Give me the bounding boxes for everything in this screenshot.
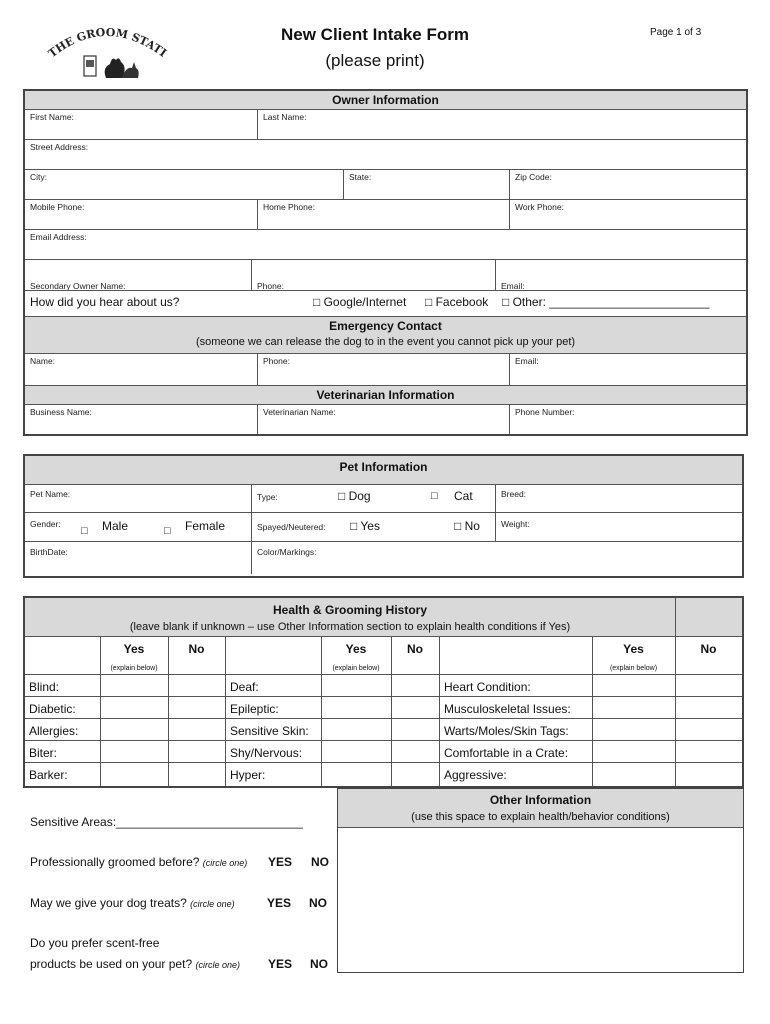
groomed-question [30,855,247,869]
barker-label: Barker: [29,768,68,782]
other-info-box[interactable] [337,788,744,973]
treats-no-option[interactable]: NO [309,896,327,910]
facebook-checkbox[interactable]: □ Facebook [425,295,489,309]
scent-question-line1: Do you prefer scent-free [30,936,160,950]
groom-station-logo [44,20,174,82]
aggressive-label: Aggressive: [444,768,507,782]
breed-field[interactable]: Breed: [501,489,527,499]
owner-section [23,89,748,436]
scent-no-option[interactable]: NO [310,957,328,971]
hear-about-us-label: How did you hear about us? [30,295,180,309]
emergency-note: (someone we can release the dog to in the event you cannot pick up your pet) [195,336,576,348]
col3-yes-header: Yes [623,642,644,656]
street-address-field[interactable]: Street Address: [30,142,89,152]
secondary-phone-field[interactable]: Phone: [257,281,284,291]
logo-text: THE GROOM STATI [46,25,169,61]
treats-question [30,896,235,910]
dog-checkbox[interactable]: □ Dog [338,489,371,503]
groomed-question-text: Professionally groomed before? [30,855,200,869]
other-checkbox[interactable]: □ Other: ________________________ [502,295,710,309]
groomed-yes-option[interactable]: YES [268,855,293,869]
warts-moles-label: Warts/Moles/Skin Tags: [444,724,569,738]
health-heading-band [25,598,675,636]
treats-circle-note: (circle one) [190,899,235,909]
birthdate-field[interactable]: BirthDate: [30,547,68,557]
scent-question-line2 [30,957,240,971]
spayed-yes-checkbox[interactable]: □ Yes [350,519,380,533]
female-checkbox[interactable]: □ [164,525,171,537]
spayed-no-checkbox[interactable]: □ No [454,519,480,533]
scent-circle-note: (circle one) [195,960,240,970]
col1-yes-header: Yes [123,642,145,656]
mobile-phone-field[interactable]: Mobile Phone: [30,202,85,212]
gender-label: Gender: [30,519,61,529]
secondary-owner-field[interactable]: Secondary Owner Name: [30,281,126,291]
color-markings-field[interactable]: Color/Markings: [257,547,317,557]
emergency-heading: Emergency Contact [329,319,442,333]
male-checkbox[interactable]: □ [81,525,88,537]
emergency-name-field[interactable]: Name: [30,356,56,366]
page-number: Page 1 of 3 [650,27,702,38]
work-phone-field[interactable]: Work Phone: [515,202,564,212]
col2-explain-note: (explain below) [332,665,380,672]
scent-question-text: products be used on your pet? [30,957,193,971]
female-label: Female [185,519,226,533]
zip-code-field[interactable]: Zip Code: [515,172,552,182]
city-field[interactable]: City: [30,172,47,182]
musculoskeletal-label: Musculoskeletal Issues: [444,702,571,716]
col1-explain-note: (explain below) [110,665,158,672]
col1-no-header: No [188,642,205,656]
cat-label: Cat [454,489,473,503]
epileptic-label: Epileptic: [230,702,279,716]
shy-nervous-label: Shy/Nervous: [230,746,303,760]
vet-phone-field[interactable]: Phone Number: [515,407,575,417]
pet-name-field[interactable]: Pet Name: [30,489,71,499]
col2-no-header: No [407,642,423,656]
hyper-label: Hyper: [230,768,266,782]
deaf-label: Deaf: [230,680,259,694]
weight-field[interactable]: Weight: [501,519,530,529]
scent-yes-option[interactable]: YES [268,957,293,971]
blind-label: Blind: [29,680,60,694]
google-checkbox[interactable]: □ Google/Internet [313,295,407,309]
health-note: (leave blank if unknown – use Other Information section to explain health conditions if Yes) [129,621,571,633]
email-address-field[interactable]: Email Address: [30,232,87,242]
state-field[interactable]: State: [349,172,372,182]
first-name-field[interactable]: First Name: [30,112,74,122]
cat-checkbox[interactable]: □ [431,490,438,502]
other-info-heading: Other Information [489,793,592,807]
health-heading-corner [676,598,742,636]
other-info-note: (use this space to explain health/behavior conditions) [411,811,670,823]
vet-heading: Veterinarian Information [25,386,746,404]
pet-type-label: Type: [257,492,278,502]
sensitive-areas-field[interactable]: Sensitive Areas:____________________________ [30,815,303,829]
heart-condition-label: Heart Condition: [444,680,531,694]
treats-yes-option[interactable]: YES [267,896,292,910]
pet-heading: Pet Information [25,456,742,484]
male-label: Male [102,519,129,533]
diabetic-label: Diabetic: [29,702,76,716]
emergency-phone-field[interactable]: Phone: [263,356,290,366]
other-info-band [338,789,743,827]
home-phone-field[interactable]: Home Phone: [263,202,315,212]
svg-text:THE GROOM STATION [44,20,169,60]
sensitive-skin-label: Sensitive Skin: [230,724,309,738]
treats-question-text: May we give your dog treats? [30,896,187,910]
form-subtitle: (please print) [325,51,425,70]
secondary-email-field[interactable]: Email: [501,281,525,291]
emergency-heading-band [25,317,746,353]
groomed-circle-note: (circle one) [202,858,248,868]
spayed-label: Spayed/Neutered: [257,522,326,532]
biter-label: Biter: [29,746,58,760]
col2-yes-header: Yes [345,642,367,656]
owner-heading: Owner Information [25,91,746,109]
groomed-no-option[interactable]: NO [311,855,329,869]
col3-no-header: No [700,642,717,656]
health-section [23,596,744,788]
vet-name-field[interactable]: Veterinarian Name: [263,407,336,417]
col3-explain-note: (explain below) [609,665,658,672]
last-name-field[interactable]: Last Name: [263,112,307,122]
health-heading: Health & Grooming History [272,603,427,617]
pet-section [23,454,744,578]
form-title: New Client Intake Form [281,25,469,44]
emergency-email-field[interactable]: Email: [515,356,539,366]
allergies-label: Allergies: [29,724,79,738]
crate-label: Comfortable in a Crate: [444,746,569,760]
vet-business-field[interactable]: Business Name: [30,407,92,417]
